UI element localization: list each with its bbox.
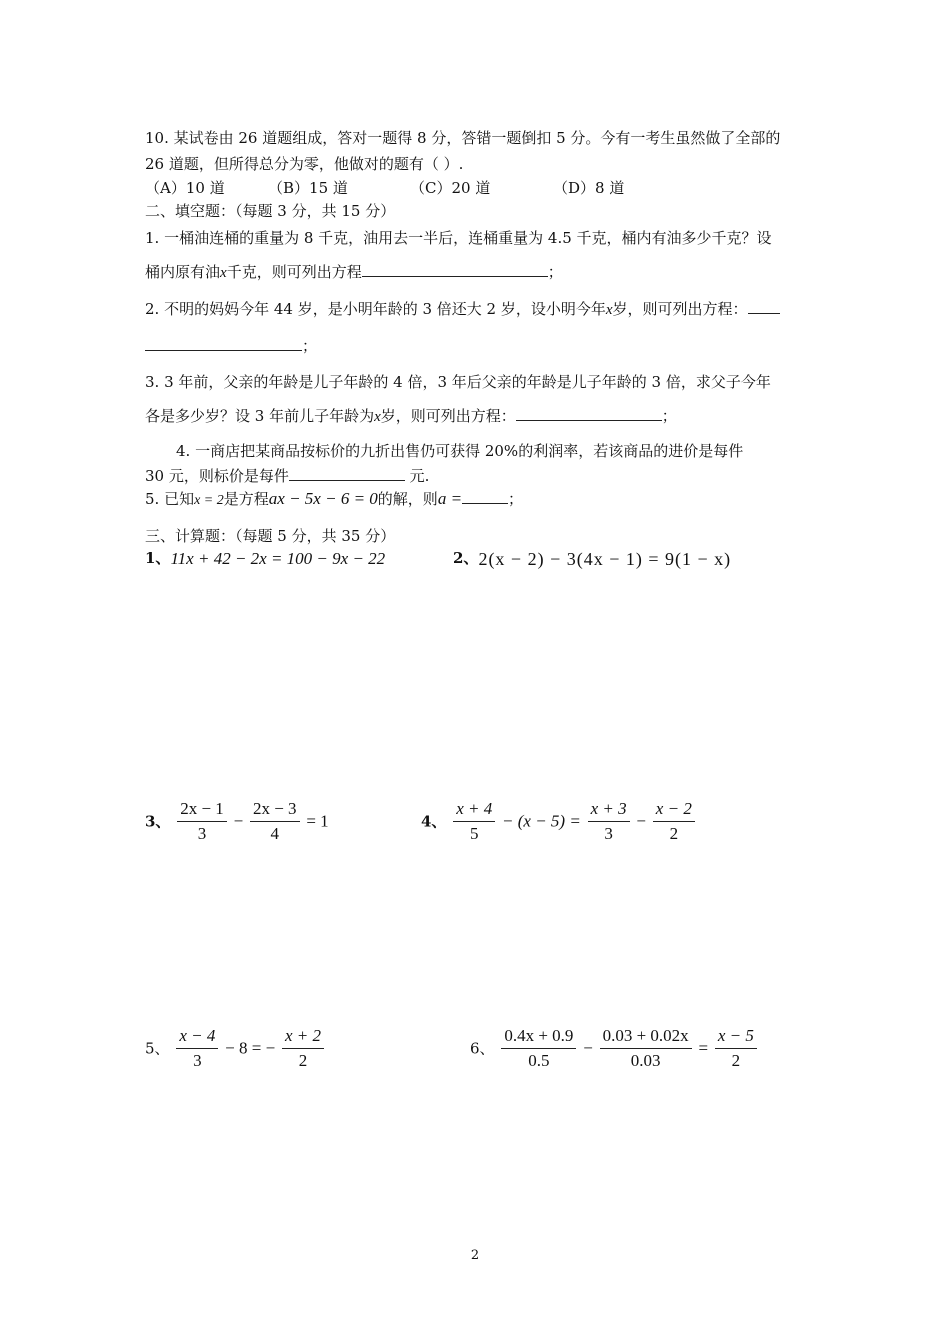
calc-2-label: 2、 — [453, 549, 479, 567]
calc-problem-3: 3、 $\frac{2x - 1}{3}$ − $\frac{2x - 3}{4}$ = 1 — [145, 797, 329, 846]
fraction: $\frac{x + 3}{3}$ — [588, 797, 630, 846]
calc-2-equation: 2(x − 2) − 3(4x − 1) = 9(1 − x) — [478, 549, 732, 569]
fraction: $\frac{x - 2}{2}$ — [653, 797, 695, 846]
fraction: $\frac{0.4x + 0.9}{0.5}$ — [501, 1024, 576, 1073]
fill-q1-answer-blank[interactable] — [362, 262, 548, 277]
calc-4-label: 4、 — [421, 812, 447, 831]
variable-x: x — [605, 302, 613, 318]
fraction: $\frac{0.03 + 0.02x}{0.03}$ — [600, 1024, 692, 1073]
fill-q5-line: 5. 已知x = 2是方程ax − 5x − 6 = 0的解，则a = ； — [145, 489, 524, 508]
fill-q4-answer-blank[interactable] — [289, 466, 405, 481]
fraction: $\frac{x - 5}{2}$ — [715, 1024, 757, 1073]
fill-q2-answer-blank-start[interactable] — [748, 299, 780, 314]
fill-q1-line2: 桶内原有油x千克，则可列出方程 ； — [145, 263, 563, 281]
fraction: $\frac{2x - 1}{3}$ — [177, 797, 227, 846]
q10-option-a: （A）10 道 — [145, 179, 225, 197]
fill-q2-answer-blank-cont[interactable] — [145, 336, 302, 351]
calc-problem-4: 4、 $\frac{x + 4}{5}$ − (x − 5) = $\frac{x + 3}{3}$ − $\frac{x - 2}{2}$ — [421, 797, 697, 846]
calc-5-label: 5、 — [145, 1039, 170, 1058]
fill-q3-answer-blank[interactable] — [516, 406, 662, 421]
calc-1-equation: 11x + 42 − 2x = 100 − 9x − 22 — [170, 549, 386, 568]
q10-line1: 10. 某试卷由 26 道题组成，答对一题得 8 分，答错一题倒扣 5 分。今有一考生虽然做了全部的 — [145, 129, 781, 147]
q10-option-d: （D）8 道 — [553, 179, 625, 197]
calc-problem-6: 6、 $\frac{0.4x + 0.9}{0.5}$ − $\frac{0.03 + 0.02x}{0.03}$ = $\frac{x - 5}{2}$ — [470, 1024, 759, 1073]
calc-6-label: 6、 — [470, 1039, 495, 1058]
fraction: $\frac{x + 4}{5}$ — [453, 797, 495, 846]
fill-q3-line2: 各是多少岁？设 3 年前儿子年龄为x岁，则可列出方程： ； — [145, 407, 677, 425]
q5-equation: ax − 5x − 6 = 0 — [268, 489, 378, 508]
q10-option-c: （C）20 道 — [410, 179, 491, 197]
fraction: $\frac{2x - 3}{4}$ — [250, 797, 300, 846]
q10-option-b: （B）15 道 — [268, 179, 348, 197]
section2-heading: 二、填空题：（每题 3 分，共 15 分） — [145, 202, 396, 220]
fill-q1-line1: 1. 一桶油连桶的重量为 8 千克，油用去一半后，连桶重量为 4.5 千克，桶内有油多少千克？设 — [145, 229, 772, 247]
variable-x: x — [220, 265, 227, 281]
fill-q4-line2: 30 元，则标价是每件 元. — [145, 467, 430, 485]
fill-q3-line1: 3. 3 年前，父亲的年龄是儿子年龄的 4 倍，3 年后父亲的年龄是儿子年龄的 3 倍，求父子今年 — [145, 373, 771, 391]
variable-x: x — [374, 409, 381, 425]
calc-problem-1 — [145, 548, 385, 569]
fraction: $\frac{x + 2}{2}$ — [282, 1024, 324, 1073]
page-number: 2 — [470, 1248, 480, 1263]
q5-variable-a: a = — [437, 489, 463, 508]
fill-q4-line1: 4. 一商店把某商品按标价的九折出售仍可获得 20%的利润率，若该商品的进价是每件 — [176, 442, 744, 460]
calc-problem-5: 5、 $\frac{x - 4}{3}$ − 8 = − $\frac{x + 2}{2}$ — [145, 1024, 326, 1073]
calc-1-label: 1、 — [145, 549, 171, 567]
fill-q2-line1: 2. 不明的妈妈今年 44 岁，是小明年龄的 3 倍还大 2 岁，设小明今年x岁，则可列出方程： — [145, 299, 780, 320]
fill-q5-answer-blank[interactable] — [462, 489, 508, 504]
fill-q2-line2: ； — [145, 336, 317, 356]
fraction: $\frac{x - 4}{3}$ — [176, 1024, 218, 1073]
q5-condition: x = 2 — [194, 493, 224, 508]
calc-3-label: 3、 — [145, 812, 171, 831]
q10-line2: 26 道题，但所得总分为零，他做对的题有（ ）. — [145, 155, 464, 173]
section3-heading: 三、计算题：（每题 5 分，共 35 分） — [145, 527, 396, 545]
calc-problem-2 — [453, 548, 731, 569]
